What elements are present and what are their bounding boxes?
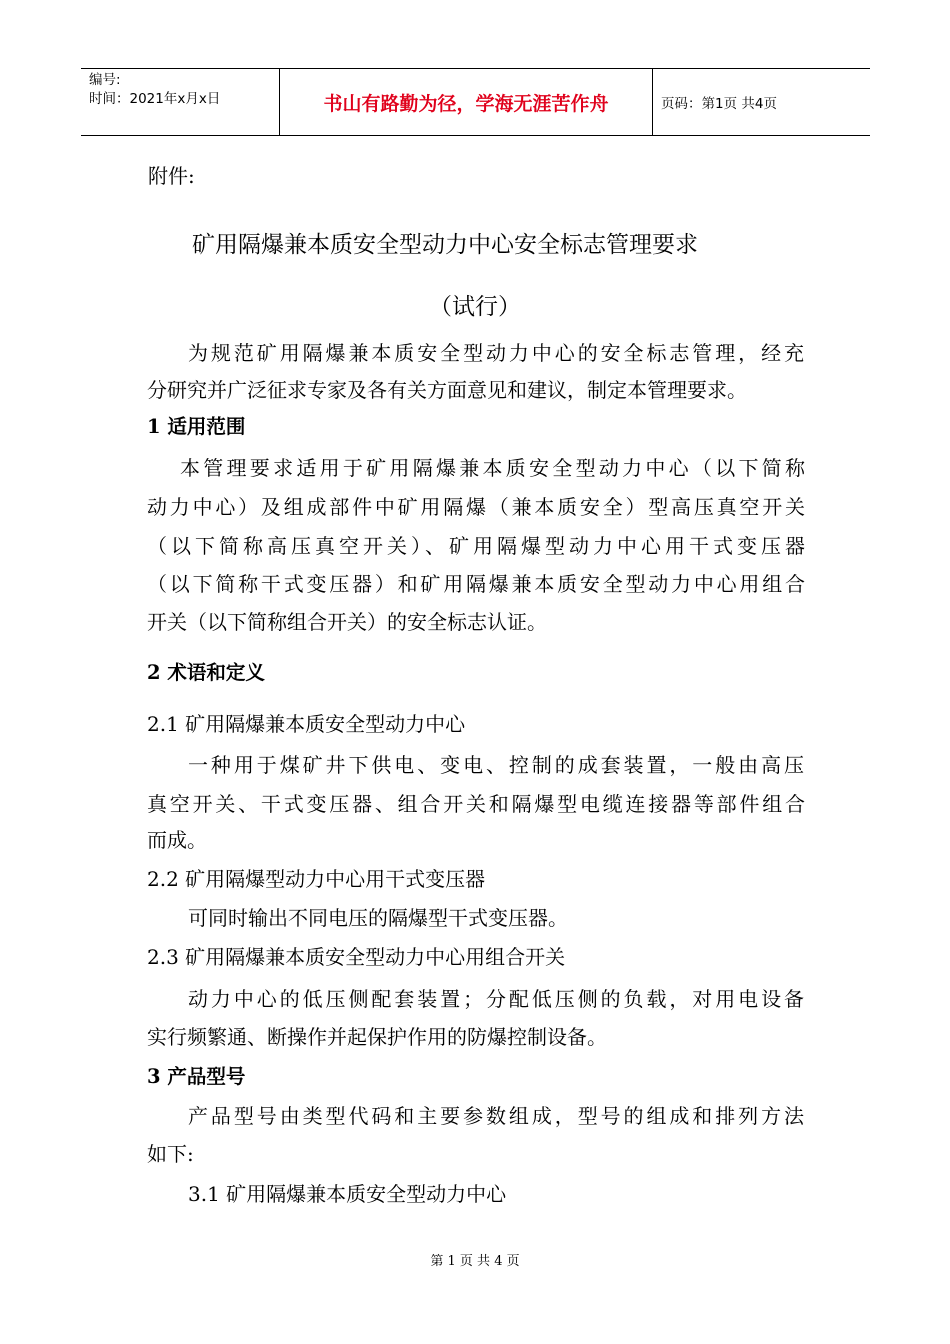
section-3-line-1: 产品型号由类型代码和主要参数组成，型号的组成和排列方法: [188, 1104, 804, 1128]
section-2-1-line-3: 而成。: [147, 828, 207, 852]
section-2-1-line-1: 一种用于煤矿井下供电、变电、控制的成套装置，一般由高压: [188, 753, 804, 777]
section-2-3-line-1: 动力中心的低压侧配套装置；分配低压侧的负载，对用电设备: [188, 987, 804, 1011]
section-2-1-title: 2.1 矿用隔爆兼本质安全型动力中心: [147, 712, 466, 736]
header-motto-cell: [280, 69, 653, 135]
section-1-line-1: 本管理要求适用于矿用隔爆兼本质安全型动力中心（以下简称: [180, 456, 805, 480]
section-2-3-line-2: 实行频繁通、断操作并起保护作用的防爆控制设备。: [147, 1025, 607, 1049]
intro-line-1: 为规范矿用隔爆兼本质安全型动力中心的安全标志管理，经充: [188, 341, 804, 365]
section-2-3-title: 2.3 矿用隔爆兼本质安全型动力中心用组合开关: [147, 945, 566, 969]
motto-text: 书山有路勤为径，学海无涯苦作舟: [323, 92, 609, 115]
section-3-1-title: 3.1 矿用隔爆兼本质安全型动力中心: [188, 1182, 507, 1206]
page-footer: 第 1 页 共 4 页: [430, 1254, 520, 1269]
intro-line-2: 分研究并广泛征求专家及各有关方面意见和建议，制定本管理要求。: [147, 378, 747, 402]
document-title: 矿用隔爆兼本质安全型动力中心安全标志管理要求: [192, 232, 698, 258]
section-1-line-2: 动力中心）及组成部件中矿用隔爆（兼本质安全）型高压真空开关: [147, 495, 805, 519]
section-2-2-line-1: 可同时输出不同电压的隔爆型干式变压器。: [188, 906, 568, 930]
header-meta-cell: [81, 69, 280, 135]
section-2-heading: 2 术语和定义: [147, 661, 265, 684]
section-1-line-5: 开关（以下简称组合开关）的安全标志认证。: [147, 610, 547, 634]
section-3-heading: 3 产品型号: [147, 1065, 246, 1088]
document-subtitle: （试行）: [429, 294, 521, 320]
section-3-line-2: 如下:: [147, 1142, 194, 1166]
document-header: [81, 68, 870, 136]
time-label: 时间：2021年x月x日: [89, 91, 221, 107]
section-1-line-3: （以下简称高压真空开关）、矿用隔爆型动力中心用干式变压器: [147, 534, 805, 558]
section-2-2-title: 2.2 矿用隔爆型动力中心用干式变压器: [147, 867, 486, 891]
attachment-label: 附件:: [148, 164, 195, 188]
section-1-line-4: （以下简称干式变压器）和矿用隔爆兼本质安全型动力中心用组合: [147, 572, 805, 596]
serial-label: 编号:: [89, 72, 121, 88]
section-2-1-line-2: 真空开关、干式变压器、组合开关和隔爆型电缆连接器等部件组合: [147, 792, 805, 816]
section-1-heading: 1 适用范围: [147, 415, 246, 438]
page-info: 页码：第1页 共4页: [661, 96, 777, 112]
header-page-cell: [653, 69, 870, 135]
